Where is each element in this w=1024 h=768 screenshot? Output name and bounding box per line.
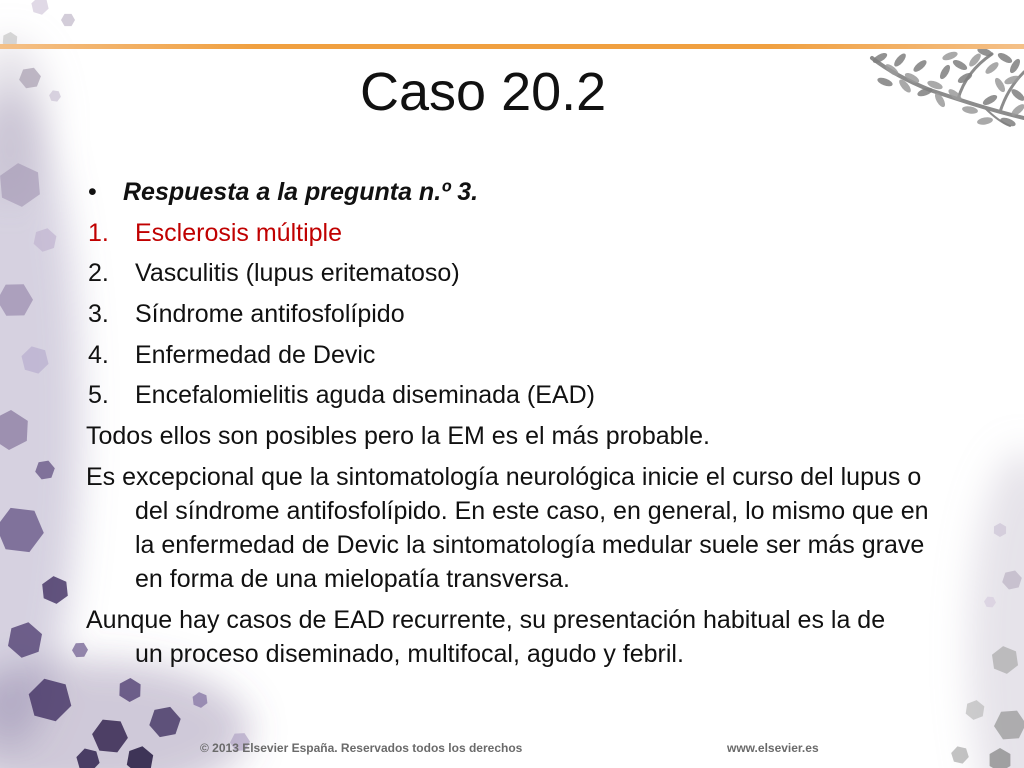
decor-hexagon xyxy=(951,746,969,763)
list-item-4 xyxy=(86,338,929,372)
copyright-text: © 2013 Elsevier España. Reservados todos los derechos xyxy=(200,741,523,755)
list-number: 4. xyxy=(88,340,109,369)
list-item-3 xyxy=(86,297,929,331)
decor-hexagon xyxy=(61,14,75,26)
leaf-shape xyxy=(993,76,1007,93)
website-url: www.elsevier.es xyxy=(727,741,819,755)
paragraph-line: Todos ellos son posibles pero la EM es el más probable. xyxy=(86,422,710,451)
list-item-2 xyxy=(86,256,929,290)
list-text: Encefalomielitis aguda diseminada (EAD) xyxy=(135,381,595,410)
paragraph-3 xyxy=(86,603,929,671)
list-number: 3. xyxy=(88,300,109,329)
decor-hexagon xyxy=(49,90,61,101)
leaf-shape xyxy=(951,58,968,72)
list-text: Síndrome antifosfolípido xyxy=(135,300,405,329)
leaf-shape xyxy=(977,116,994,126)
list-text: Esclerosis múltiple xyxy=(135,218,343,247)
leaf-shape xyxy=(984,60,1001,76)
leaf-shape xyxy=(996,51,1013,65)
tree-branch-illustration xyxy=(871,46,1024,128)
leaf-shape xyxy=(892,52,908,69)
leaf-shape xyxy=(876,76,893,88)
bullet-item xyxy=(86,175,929,209)
paragraph-line: en forma de una mielopatía transversa. xyxy=(135,564,570,593)
leaf-shape xyxy=(981,93,998,107)
list-text: Vasculitis (lupus eritematoso) xyxy=(135,259,460,288)
bullet-symbol: • xyxy=(88,178,97,206)
paragraph-line: Es excepcional que la sintomatología neurológica inicie el curso del lupus o xyxy=(86,462,922,491)
list-item-1 xyxy=(86,216,929,250)
list-number: 5. xyxy=(88,381,109,410)
list-text: Enfermedad de Devic xyxy=(135,340,376,369)
leaf-shape xyxy=(967,52,983,69)
bullet-text: Respuesta a la pregunta n.º 3. xyxy=(123,178,479,206)
paragraph-line: la enfermedad de Devic la sintomatología medular suele ser más grave xyxy=(135,530,925,559)
accent-line xyxy=(0,44,1024,49)
list-item-5 xyxy=(86,378,929,412)
slide-title: Caso 20.2 xyxy=(360,62,607,122)
paragraph-line: un proceso diseminado, multifocal, agudo y febril. xyxy=(135,639,684,668)
paragraph-2 xyxy=(86,460,929,596)
leaves xyxy=(871,46,1024,128)
paragraph-line: Aunque hay casos de EAD recurrente, su presentación habitual es la de xyxy=(86,605,886,634)
leaf-shape xyxy=(912,58,929,74)
leaf-shape xyxy=(938,63,952,80)
paragraph-1 xyxy=(86,419,929,453)
paragraph-line: del síndrome antifosfolípido. En este caso, en general, lo mismo que en xyxy=(135,496,929,525)
list-number: 2. xyxy=(88,259,109,288)
slide-body xyxy=(86,175,929,671)
list-number: 1. xyxy=(88,218,109,247)
decor-hexagon xyxy=(31,0,48,15)
